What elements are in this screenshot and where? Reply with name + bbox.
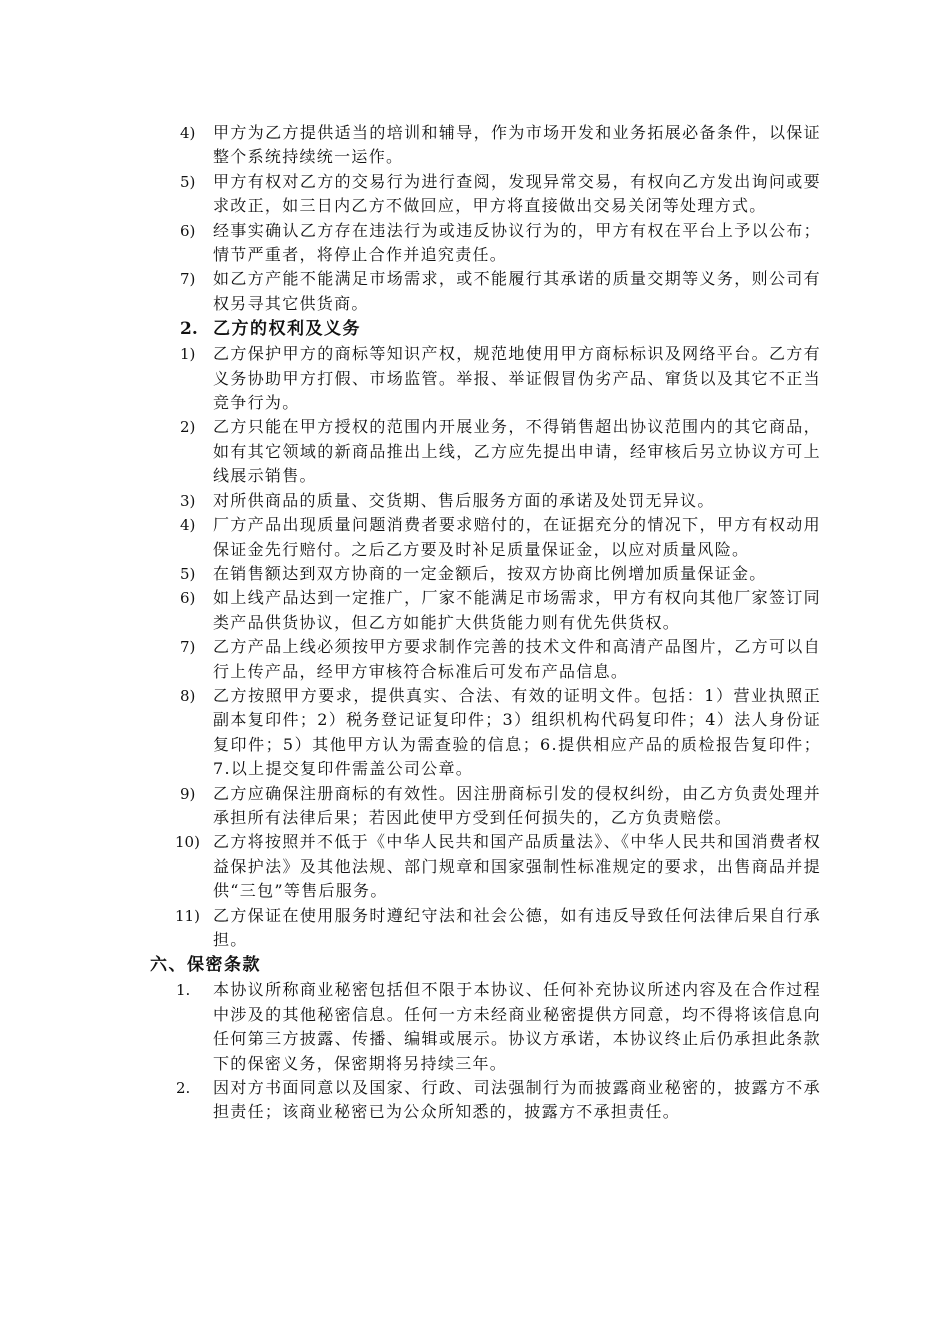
item-number: 5) [180, 564, 196, 583]
item-number: 1) [180, 345, 196, 364]
item-number: 7) [180, 270, 196, 289]
item-text: 乙方将按照并不低于《中华人民共和国产品质量法》、《中华人民共和国消费者权益保护法》及其他法规、部门规章和国家强制性标准规定的要求，出售商品并提供“三包”等售后服务。 [213, 832, 821, 901]
item-text: 厂方产品出现质量问题消费者要求赔付的，在证据充分的情况下，甲方有权动用保证金先行赔付。之后乙方要及时补足质量保证金，以应对质量风险。 [213, 515, 821, 559]
item-text: 因对方书面同意以及国家、行政、司法强制行为而披露商业秘密的，披露方不承担责任；该商业秘密已为公众所知悉的，披露方不承担责任。 [213, 1078, 821, 1122]
item-number: 11) [175, 906, 200, 925]
item-text: 乙方产品上线必须按甲方要求制作完善的技术文件和高清产品图片，乙方可以自行上传产品，经甲方审核符合标准后可发布产品信息。 [213, 637, 821, 681]
item-number: 8) [180, 686, 196, 705]
confidentiality-item-2 [176, 1076, 821, 1125]
item-text: 如上线产品达到一定推广，厂家不能满足市场需求，甲方有权向其他厂家签订同类产品供货协议，但乙方如能扩大供货能力则有优先供货权。 [213, 588, 821, 632]
party-b-item-1 [180, 342, 821, 415]
item-number: 7) [180, 638, 196, 657]
party-b-item-7 [180, 635, 821, 684]
item-number: 2) [180, 418, 196, 437]
party-b-item-9 [180, 782, 821, 831]
item-text: 如乙方产能不能满足市场需求，或不能履行其承诺的质量交期等义务，则公司有权另寻其它供货商。 [213, 269, 821, 313]
item-number: 6) [180, 589, 196, 608]
item-number: 6) [180, 221, 196, 240]
party-a-item-5 [180, 170, 821, 219]
item-text: 对所供商品的质量、交货期、售后服务方面的承诺及处罚无异议。 [213, 490, 715, 510]
party-b-item-8 [180, 684, 821, 782]
confidentiality-item-1 [176, 978, 821, 1076]
party-b-item-5 [180, 562, 821, 586]
item-number: 4) [180, 124, 196, 142]
party-b-item-10 [175, 830, 821, 903]
item-text: 乙方保证在使用服务时遵纪守法和社会公德，如有违反导致任何法律后果自行承担。 [213, 905, 821, 949]
item-text: 在销售额达到双方协商的一定金额后，按双方协商比例增加质量保证金。 [213, 563, 767, 583]
item-text: 甲方有权对乙方的交易行为进行查阅，发现异常交易，有权向乙方发出询问或要求改正，如三日内乙方不做回应，甲方将直接做出交易关闭等处理方式。 [213, 171, 821, 216]
contract-body [0, 121, 950, 1125]
party-a-item-4 [180, 121, 821, 170]
item-number: 3) [180, 491, 196, 510]
item-text: 甲方为乙方提供适当的培训和辅导，作为市场开发和业务拓展必备条件，以保证整个系统持续统一运作。 [213, 123, 821, 167]
item-text: 乙方只能在甲方授权的范围内开展业务，不得销售超出协议范围内的其它商品，如有其它领域的新商品推出上线，乙方应先提出申请，经审核后另立协议方可上线展示销售。 [213, 417, 821, 486]
party-b-item-2 [180, 415, 821, 488]
item-number: 4) [180, 516, 196, 535]
item-text: 乙方应确保注册商标的有效性。因注册商标引发的侵权纠纷，由乙方负责处理并承担所有法律后果；若因此使甲方受到任何损失的，乙方负责赔偿。 [213, 783, 821, 827]
party-a-item-6 [180, 219, 821, 268]
party-a-item-7 [180, 267, 821, 316]
item-number: 5) [180, 172, 196, 191]
party-b-item-6 [180, 586, 821, 635]
item-number: 10) [175, 833, 200, 852]
party-b-item-11 [175, 904, 821, 953]
party-b-heading [180, 316, 950, 342]
section-six-title: 六、保密条款 [150, 955, 261, 976]
heading-text: 乙方的权利及义务 [213, 319, 361, 340]
item-text: 乙方保护甲方的商标等知识产权，规范地使用甲方商标标识及网络平台。乙方有义务协助甲方打假、市场监管。举报、举证假冒伪劣产品、窜货以及其它不正当竞争行为。 [213, 344, 821, 413]
item-number: 2. [176, 1079, 191, 1098]
item-number: 1. [176, 981, 191, 1000]
party-b-item-3 [180, 489, 821, 513]
party-b-item-4 [180, 513, 821, 562]
item-number: 9) [180, 784, 196, 803]
heading-number: 2. [180, 319, 198, 340]
item-text: 乙方按照甲方要求，提供真实、合法、有效的证明文件。包括：1）营业执照正副本复印件；2）税务登记证复印件；3）组织机构代码复印件；4）法人身份证复印件；5）其他甲方认为需查验的信息；6.提供相应产品的质检报告复印件；7.以上提交复印件需盖公司公章。 [213, 685, 821, 779]
item-text: 经事实确认乙方存在违法行为或违反协议行为的，甲方有权在平台上予以公布；情节严重者，将停止合作并追究责任。 [213, 220, 821, 265]
item-text: 本协议所称商业秘密包括但不限于本协议、任何补充协议所述内容及在合作过程中涉及的其他秘密信息。任何一方未经商业秘密提供方同意，均不得将该信息向任何第三方披露、传播、编辑或展示。协议方承诺，本协议终止后仍承担此条款下的保密义务，保密期将另持续三年。 [213, 980, 821, 1073]
